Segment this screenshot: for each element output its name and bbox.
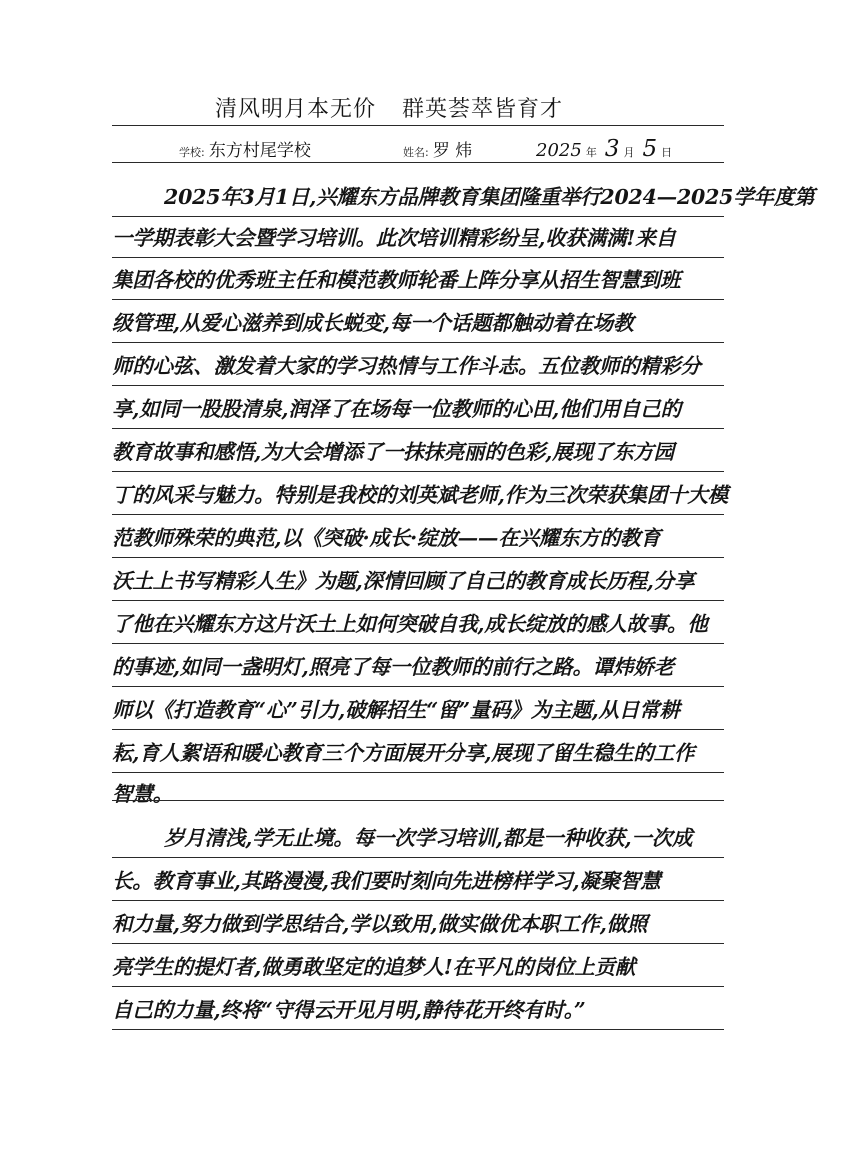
writing-rule <box>112 643 724 644</box>
essay-line: 沃土上书写精彩人生》为题,深情回顾了自己的教育成长历程,分享 <box>112 569 695 593</box>
date-month-unit: 月 <box>623 146 635 159</box>
essay-line: 集团各校的优秀班主任和模范教师轮番上阵分享从招生智慧到班 <box>112 268 681 292</box>
essay-line: 范教师殊荣的典范,以《突破·成长·绽放——在兴耀东方的教育 <box>112 526 661 550</box>
writing-rule <box>112 943 724 944</box>
writing-rule <box>112 557 724 558</box>
essay-line: 享,如同一股股清泉,润泽了在场每一位教师的心田,他们用自己的 <box>112 397 681 421</box>
writing-rule <box>112 514 724 515</box>
writing-rule <box>112 428 724 429</box>
writing-rule <box>112 385 724 386</box>
writing-rule <box>112 900 724 901</box>
essay-line: 级管理,从爱心滋养到成长蜕变,每一个话题都触动着在场教 <box>112 311 634 335</box>
date-day-unit: 日 <box>661 146 673 159</box>
essay-line: 师以《打造教育“心”引力,破解招生“留”量码》为主题,从日常耕 <box>112 698 680 722</box>
essay-line: 师的心弦、激发着大家的学习热情与工作斗志。五位教师的精彩分 <box>112 354 701 378</box>
writing-rule <box>112 1029 724 1030</box>
writing-rule <box>112 299 724 300</box>
essay-line: 岁月清浅,学无止境。每一次学习培训,都是一种收获,一次成 <box>164 826 693 850</box>
name-value: 罗 炜 <box>432 141 473 161</box>
essay-line: 和力量,努力做到学思结合,学以致用,做实做优本职工作,做照 <box>112 912 648 936</box>
writing-rule <box>112 342 724 343</box>
title-left: 清风明月本无价 <box>215 97 377 122</box>
date-day: 5 <box>642 136 658 162</box>
essay-line: 教育故事和感悟,为大会增添了一抹抹亮丽的色彩,展现了东方园 <box>112 440 674 464</box>
essay-line: 亮学生的提灯者,做勇敢坚定的追梦人!在平凡的岗位上贡献 <box>112 955 636 979</box>
writing-rule <box>112 600 724 601</box>
writing-rule <box>112 986 724 987</box>
essay-title <box>215 92 563 123</box>
date-month: 3 <box>604 136 620 162</box>
header-rule-top <box>112 125 724 126</box>
essay-line: 一学期表彰大会暨学习培训。此次培训精彩纷呈,收获满满!来自 <box>112 226 676 250</box>
name-label: 姓名: <box>403 146 429 159</box>
school-value: 东方村尾学校 <box>208 141 311 161</box>
essay-line: 2025年3月1日,兴耀东方品牌教育集团隆重举行2024—2025学年度第 <box>164 185 815 209</box>
essay-line: 自己的力量,终将“守得云开见月明,静待花开终有时。” <box>112 998 586 1022</box>
school-label: 学校: <box>179 146 205 159</box>
date-year: 2025 <box>536 140 582 161</box>
name-field <box>403 136 473 161</box>
school-field <box>179 136 311 161</box>
essay-line: 丁的风采与魅力。特别是我校的刘英斌老师,作为三次荣获集团十大模 <box>112 483 728 507</box>
writing-rule <box>112 857 724 858</box>
writing-rule <box>112 686 724 687</box>
writing-rule <box>112 800 724 801</box>
header-rule-bottom <box>112 162 724 163</box>
writing-rule <box>112 729 724 730</box>
writing-rule <box>112 772 724 773</box>
essay-line: 耘,育人絮语和暖心教育三个方面展开分享,展现了留生稳生的工作 <box>112 741 695 765</box>
essay-line: 长。教育事业,其路漫漫,我们要时刻向先进榜样学习,凝聚智慧 <box>112 869 661 893</box>
date-field <box>536 136 680 162</box>
writing-rule <box>112 216 724 217</box>
date-year-unit: 年 <box>585 146 597 159</box>
title-right: 群英荟萃皆育才 <box>402 97 564 122</box>
writing-rule <box>112 471 724 472</box>
essay-line: 智慧。 <box>112 782 173 806</box>
essay-line: 的事迹,如同一盏明灯,照亮了每一位教师的前行之路。谭炜娇老 <box>112 655 674 679</box>
essay-line: 了他在兴耀东方这片沃土上如何突破自我,成长绽放的感人故事。他 <box>112 612 708 636</box>
writing-rule <box>112 257 724 258</box>
